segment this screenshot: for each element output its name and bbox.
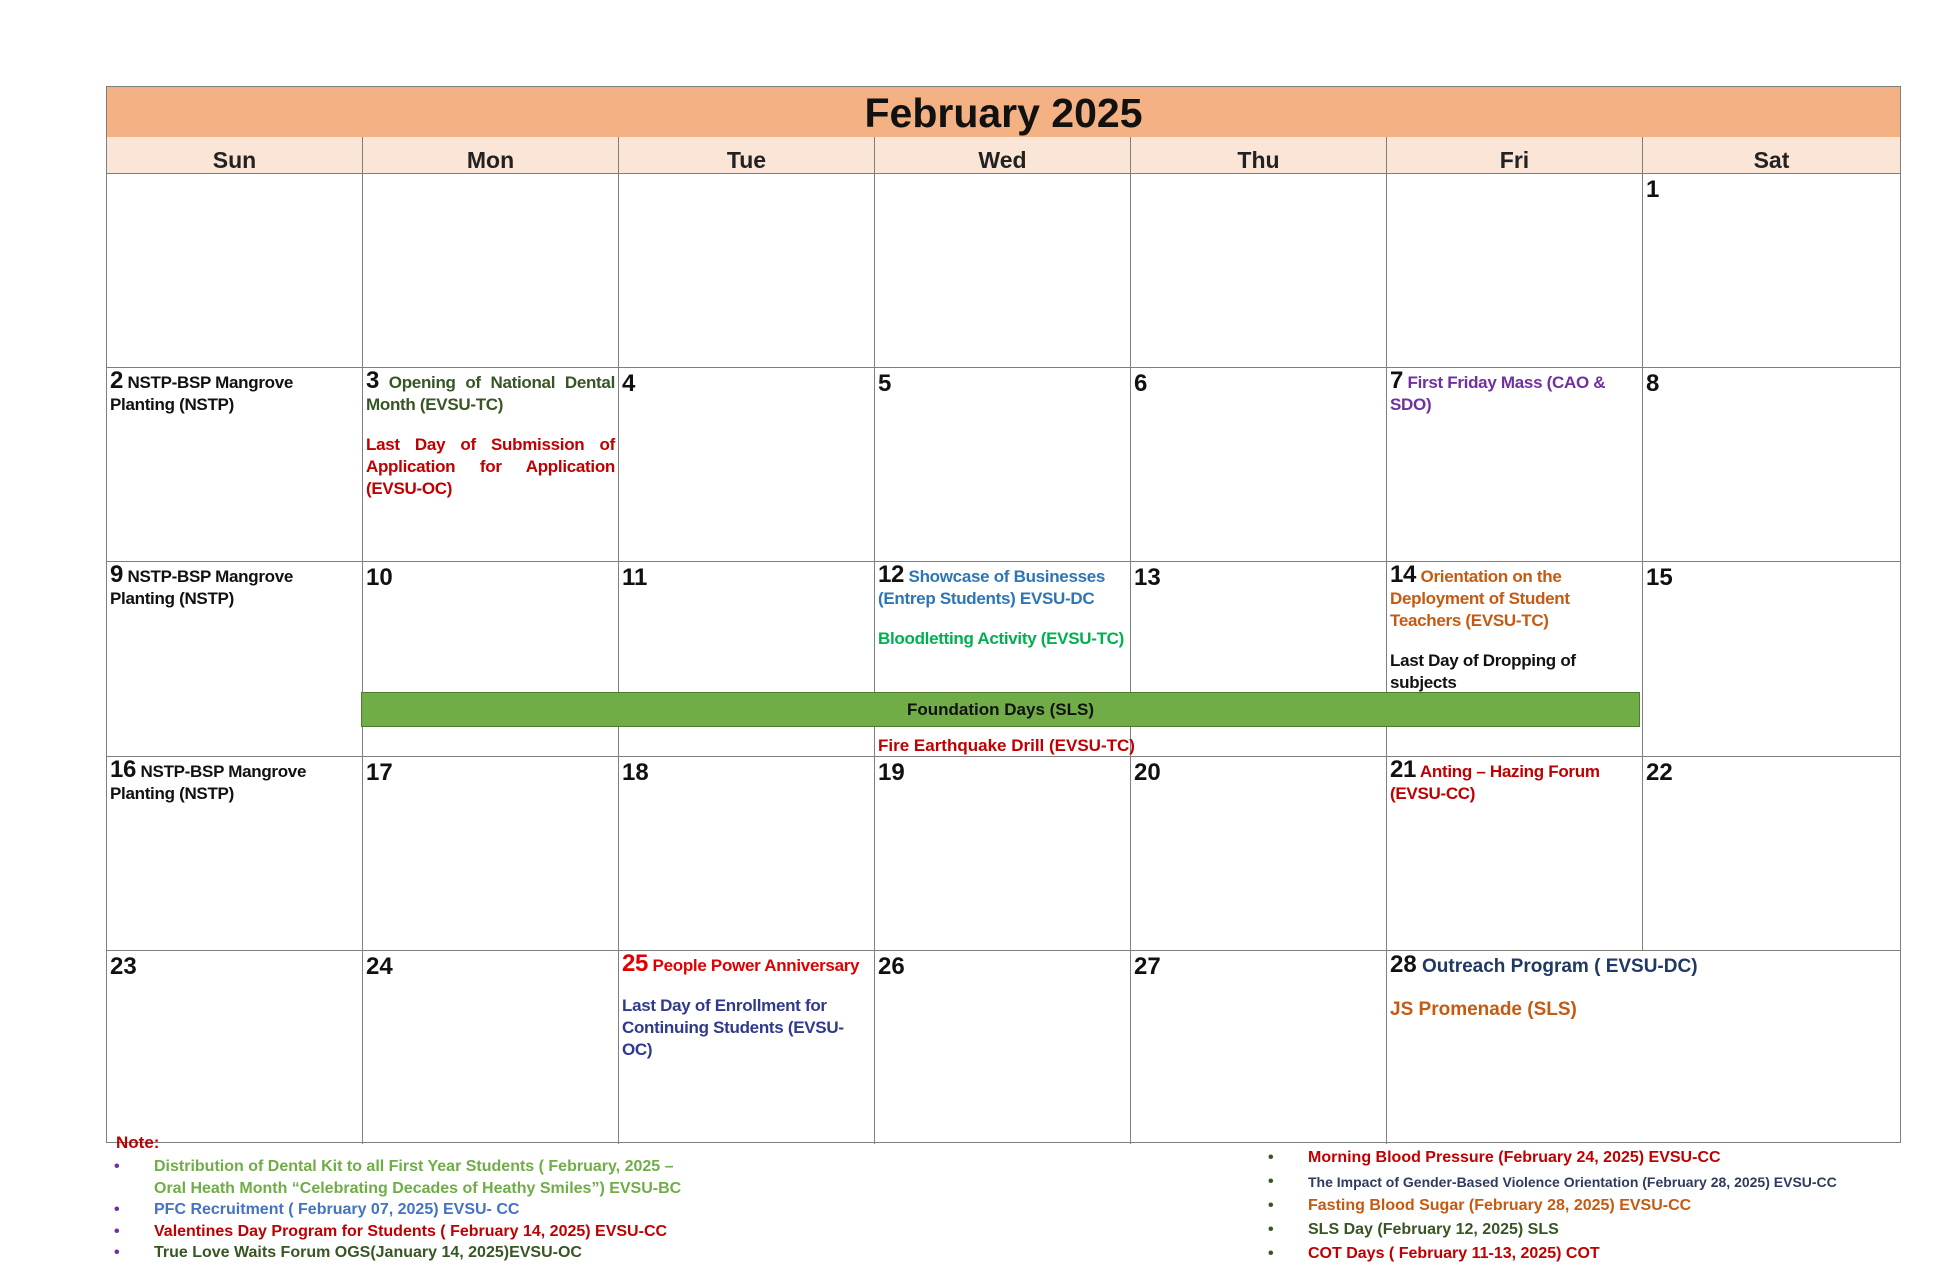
event-showcase-businesses: Showcase of Businesses (Entrep Students) EVSU-DC <box>878 567 1106 608</box>
note-item: • Distribution of Dental Kit to all First Year Students ( February, 2025 – Oral Heath Month “Celebrating Decades of Heathy Smiles”) EVSU-BC <box>114 1158 682 1197</box>
day-number: 28 <box>1390 951 1417 978</box>
day-number: 21 <box>1390 757 1417 783</box>
bullet-icon: • <box>1268 1245 1274 1262</box>
day-header-wed: Wed <box>875 137 1131 174</box>
day-number: 10 <box>366 564 393 591</box>
day-number: 9 <box>110 562 124 588</box>
bullet-icon: • <box>1268 1173 1274 1190</box>
day-cell-4 <box>619 368 875 562</box>
day-cell-21 <box>1387 757 1643 951</box>
event-enrollment-deadline: Last Day of Enrollment for Continuing Students (EVSU-OC) <box>622 996 844 1059</box>
bullet-icon: • <box>114 1201 120 1218</box>
note-item: • Fasting Blood Sugar (February 28, 2025) EVSU-CC <box>1268 1194 1908 1218</box>
day-number: 26 <box>878 953 905 980</box>
day-cell <box>619 174 875 368</box>
event-first-friday-mass: First Friday Mass (CAO & SDO) <box>1390 373 1606 414</box>
day-cell <box>107 174 363 368</box>
day-cell-11 <box>619 562 875 757</box>
event-orientation-student-teachers: Orientation on the Deployment of Student Teachers (EVSU-TC) <box>1390 567 1570 630</box>
bullet-icon: • <box>114 1222 120 1240</box>
day-header-sat: Sat <box>1643 137 1900 174</box>
day-cell-25 <box>619 951 875 1144</box>
day-cell-20 <box>1131 757 1387 951</box>
day-cell-5 <box>875 368 1131 562</box>
day-number: 15 <box>1646 564 1673 591</box>
event-nstp-mangrove: NSTP-BSP Mangrove Planting (NSTP) <box>110 373 294 414</box>
note-item: • PFC Recruitment ( February 07, 2025) EVSU- CC <box>114 1199 754 1221</box>
day-cell-15 <box>1643 562 1900 757</box>
event-fire-earthquake-drill: Fire Earthquake Drill (EVSU-TC) <box>878 736 1135 755</box>
day-cell-2 <box>107 368 363 562</box>
day-number: 11 <box>622 564 648 591</box>
event-dropping-deadline: Last Day of Dropping of subjects <box>1390 651 1576 692</box>
day-cell-3 <box>363 368 619 562</box>
day-number: 8 <box>1646 370 1660 397</box>
day-number: 6 <box>1134 370 1148 397</box>
day-cell-26 <box>875 951 1131 1144</box>
day-cell <box>1131 174 1387 368</box>
day-number: 5 <box>878 370 892 397</box>
note-item: • Valentines Day Program for Students ( February 14, 2025) EVSU-CC <box>114 1221 754 1243</box>
day-number: 24 <box>366 953 393 980</box>
bullet-icon: • <box>114 1158 120 1175</box>
day-cell-1 <box>1643 174 1900 368</box>
day-cell-10 <box>363 562 619 757</box>
day-number: 13 <box>1134 564 1161 591</box>
day-header-fri: Fri <box>1387 137 1643 174</box>
event-anti-hazing-forum: Anting – Hazing Forum (EVSU-CC) <box>1390 762 1600 803</box>
day-cell-24 <box>363 951 619 1144</box>
day-cell-8 <box>1643 368 1900 562</box>
event-js-promenade: JS Promenade (SLS) <box>1390 999 1577 1020</box>
day-cell-13 <box>1131 562 1387 757</box>
day-cell-28 <box>1387 951 1900 1144</box>
event-nstp-mangrove: NSTP-BSP Mangrove Planting (NSTP) <box>110 567 294 608</box>
note-item: • Morning Blood Pressure (February 24, 2025) EVSU-CC <box>1268 1146 1908 1170</box>
day-cell-17 <box>363 757 619 951</box>
event-bar-foundation-days: Foundation Days (SLS) <box>361 692 1640 727</box>
calendar <box>106 86 1901 1143</box>
day-number: 18 <box>622 759 649 786</box>
day-cell-27 <box>1131 951 1387 1144</box>
event-bloodletting: Bloodletting Activity (EVSU-TC) <box>878 629 1125 648</box>
day-header-sun: Sun <box>107 137 363 174</box>
day-cell <box>1387 174 1643 368</box>
day-number: 2 <box>110 368 124 394</box>
day-cell-22 <box>1643 757 1900 951</box>
day-number: 1 <box>1646 176 1660 203</box>
day-number: 25 <box>622 951 649 977</box>
day-number: 23 <box>110 953 137 980</box>
event-submission-deadline: Last Day of Submission of Application for Application (EVSU-OC) <box>366 435 615 498</box>
day-number: 22 <box>1646 759 1673 786</box>
day-number: 12 <box>878 562 905 588</box>
bullet-icon: • <box>114 1244 120 1261</box>
day-number: 16 <box>110 757 137 783</box>
day-number: 19 <box>878 759 905 786</box>
event-dental-month: Opening of National Dental Month (EVSU-TC) <box>366 373 615 414</box>
day-cell-18 <box>619 757 875 951</box>
bullet-icon: • <box>1268 1221 1274 1238</box>
bullet-icon: • <box>1268 1149 1274 1166</box>
note-item: • The Impact of Gender-Based Violence Orientation (February 28, 2025) EVSU-CC <box>1268 1170 1908 1194</box>
day-cell-6 <box>1131 368 1387 562</box>
day-cell <box>363 174 619 368</box>
day-cell-16 <box>107 757 363 951</box>
calendar-title: February 2025 <box>107 87 1900 138</box>
event-people-power: People Power Anniversary <box>652 956 860 975</box>
day-cell-19 <box>875 757 1131 951</box>
note-item: • SLS Day (February 12, 2025) SLS <box>1268 1218 1908 1242</box>
day-number: 14 <box>1390 562 1417 588</box>
day-number: 20 <box>1134 759 1161 786</box>
day-number: 7 <box>1390 368 1404 394</box>
day-number: 3 <box>366 368 380 394</box>
day-cell-9 <box>107 562 363 757</box>
day-number: 4 <box>622 370 636 397</box>
day-cell-12 <box>875 562 1131 757</box>
day-number: 17 <box>366 759 393 786</box>
note-item: • COT Days ( February 11-13, 2025) COT <box>1268 1242 1908 1266</box>
day-cell <box>875 174 1131 368</box>
event-outreach-program: Outreach Program ( EVSU-DC) <box>1421 956 1698 977</box>
day-cell-14 <box>1387 562 1643 757</box>
notes-left-list <box>114 1156 754 1264</box>
event-nstp-mangrove: NSTP-BSP Mangrove Planting (NSTP) <box>110 762 307 803</box>
notes-right-list <box>1268 1146 1908 1266</box>
day-header-tue: Tue <box>619 137 875 174</box>
day-header-mon: Mon <box>363 137 619 174</box>
bullet-icon: • <box>1268 1197 1274 1214</box>
day-cell-23 <box>107 951 363 1144</box>
day-cell-7 <box>1387 368 1643 562</box>
notes-title: Note: <box>116 1133 160 1152</box>
day-header-thu: Thu <box>1131 137 1387 174</box>
day-number: 27 <box>1134 953 1161 980</box>
note-item: • True Love Waits Forum OGS(January 14, 2025)EVSU-OC <box>114 1242 754 1264</box>
